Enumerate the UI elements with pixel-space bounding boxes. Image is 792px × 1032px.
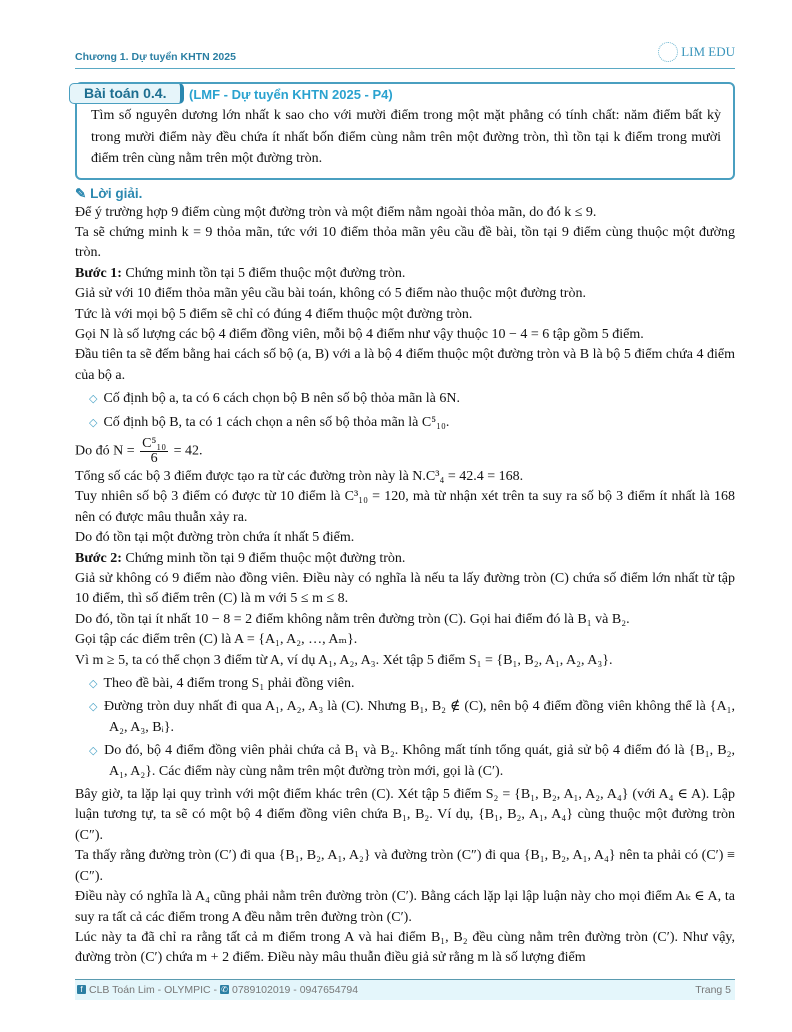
diamond-bullet-icon: ◇ — [89, 393, 98, 406]
denominator: 6 — [150, 450, 158, 466]
paragraph: Ta sẽ chứng minh k = 9 thỏa mãn, tức với 10 điểm thỏa mãn yêu cầu đề bài, tồn tại 9 điểm cùng thuộc một đường tròn. — [75, 224, 735, 261]
bullet-text: Cố định bộ B, ta có 1 cách chọn a nên số bộ thỏa mãn là C⁵₁₀. — [103, 414, 450, 430]
paragraph: Vì m ≥ 5, ta có thể chọn 3 điểm từ A, ví dụ A₁, A₂, A₃. Xét tập 5 điểm S₁ = {B₁, B₂, A₁, A₂, A₃}. — [75, 652, 613, 668]
problem-tag: Bài toán 0.4. — [69, 83, 184, 104]
phone-icon: ✆ — [221, 985, 228, 995]
page-footer — [75, 979, 735, 1000]
lim-edu-logo — [658, 42, 735, 62]
paragraph: Giả sử với 10 điểm thỏa mãn yêu cầu bài toán, không có 5 điểm nào thuộc một đường tròn. — [75, 286, 586, 302]
paragraph: Lúc này ta đã chỉ ra rằng tất cả m điểm trong A và hai điểm B₁, B₂ đều cùng nằm trên đường tròn (C′). Như vậy, đường tròn (C′) chứa m + 2 điểm. Điều này mâu thuẫn điều giả sử rằng m là số lượng điểm — [75, 929, 735, 966]
paragraph: Gọi tập các điểm trên (C) là A = {A₁, A₂, …, Aₘ}. — [75, 632, 358, 648]
edit-icon: ✎ — [75, 185, 91, 201]
bullet-text: Cố định bộ a, ta có 6 cách chọn bộ B nên số bộ thỏa mãn là 6N. — [103, 391, 461, 407]
spacer — [75, 969, 735, 979]
diamond-bullet-icon: ◇ — [89, 416, 98, 429]
fraction — [140, 437, 168, 466]
step-text: Chứng minh tồn tại 5 điểm thuộc một đường tròn. — [125, 265, 406, 281]
logo-emblem-icon — [658, 42, 678, 62]
paragraph — [75, 264, 735, 284]
page-number: Trang 5 — [695, 983, 731, 996]
paragraph: Đầu tiên ta sẽ đếm bằng hai cách số bộ (a, B) với a là bộ 4 điểm thuộc một đường tròn và B là bộ 5 điểm chứa 4 điểm của bộ a. — [75, 347, 735, 383]
paragraph: Giả sử không có 9 điểm nào đồng viên. Điều này có nghĩa là nếu ta lấy đường tròn (C) chứa số điểm lớn nhất từ tập 10 điểm, thì số điểm trên (C) là m với 5 ≤ m ≤ 8. — [75, 571, 735, 607]
paragraph: Tuy nhiên số bộ 3 điểm có được từ 10 điểm là C³₁₀ = 120, mà từ nhận xét trên ta suy ra số bộ 3 điểm ít nhất là 168 nên có được mâu thuẫn xảy ra. — [75, 489, 735, 525]
paragraph: Tức là với mọi bộ 5 điểm sẽ chỉ có đúng 4 điểm thuộc một đường tròn. — [75, 306, 473, 322]
numerator: C⁵₁₀ — [142, 435, 167, 451]
text: = 42. — [173, 443, 203, 459]
paragraph — [75, 436, 735, 467]
step-label: Bước 2: — [75, 550, 122, 566]
bullet-item — [75, 741, 735, 782]
bullet-item — [75, 413, 735, 433]
club-name: CLB Toán Lim - OLYMPIC - — [89, 983, 217, 996]
footer-contact — [77, 984, 358, 996]
paragraph — [75, 549, 735, 569]
diamond-bullet-icon: ◇ — [89, 678, 98, 691]
bullet-item — [75, 674, 735, 694]
logo-text: LIM EDU — [681, 44, 735, 59]
solution-body — [75, 203, 735, 969]
bullet-item — [75, 389, 735, 409]
problem-statement: Tìm số nguyên dương lớn nhất k sao cho với mười điểm trong một mặt phẳng có tính chất: năm điểm bất kỳ trong mười điểm này đều chứa ít nhất bốn điểm cùng nằm trên một đường tròn, thì tồn tại k điểm trong mười điểm trên cùng nằm trên một đường tròn. — [91, 108, 721, 166]
paragraph: Để ý trường hợp 9 điểm cùng một đường tròn và một điểm nằm ngoài thỏa mãn, do đó k ≤ 9. — [75, 204, 597, 220]
bullet-text: Đường tròn duy nhất đi qua A₁, A₂, A₃ là (C). Nhưng B₁, B₂ ∉ (C), nên bộ 4 điểm đồng viên không thể là {A₁, A₂, A₃, Bᵢ}. — [103, 699, 735, 735]
paragraph: Điều này có nghĩa là A₄ cũng phải nằm trên đường tròn (C′). Bằng cách lặp lại lập luận này cho mọi điểm Aₖ ∈ A, ta suy ra tất cả các điểm trong A đều nằm trên đường tròn (C′). — [75, 889, 735, 925]
solution-label: Lời giải. — [90, 185, 143, 201]
paragraph: Gọi N là số lượng các bộ 4 điểm đồng viên, mỗi bộ 4 điểm như vậy thuộc 10 − 4 = 6 tập gồm 5 điểm. — [75, 326, 644, 342]
diamond-bullet-icon: ◇ — [89, 701, 98, 714]
phone-numbers: 0789102019 - 0947654794 — [231, 983, 359, 996]
step-label: Bước 1: — [75, 265, 122, 281]
diamond-bullet-icon: ◇ — [89, 745, 99, 758]
chapter-title: Chương 1. Dự tuyển KHTN 2025 — [75, 51, 236, 63]
bullet-text: Theo đề bài, 4 điểm trong S₁ phải đồng viên. — [103, 676, 355, 692]
problem-box — [75, 82, 735, 180]
problem-source: (LMF - Dự tuyển KHTN 2025 - P4) — [189, 87, 393, 102]
facebook-icon: f — [77, 985, 86, 994]
bullet-item — [75, 697, 735, 738]
step-text: Chứng minh tồn tại 9 điểm thuộc một đường tròn. — [125, 550, 406, 566]
paragraph: Ta thấy rằng đường tròn (C′) đi qua {B₁, B₂, A₁, A₂} và đường tròn (C″) đi qua {B₁, B₂, A₁, A₄} nên ta phải có (C′) ≡ (C″). — [75, 848, 735, 884]
page-header — [75, 44, 735, 69]
paragraph: Tổng số các bộ 3 điểm được tạo ra từ các đường tròn này là N.C³₄ = 42.4 = 168. — [75, 468, 524, 484]
paragraph: Bây giờ, ta lặp lại quy trình với một điểm khác trên (C). Xét tập 5 điểm S₂ = {B₁, B₂, A₁, A₂, A₄} (với A₄ ∈ A). Lập luận tương tự, ta sẽ có một bộ 4 điểm đồng viên chứa B₁, B₂. Ví dụ, {B₁, B₂, A₁, A₄} cùng thuộc một đường tròn (C″). — [75, 787, 735, 843]
paragraph: Do đó, tồn tại ít nhất 10 − 8 = 2 điểm không nằm trên đường tròn (C). Gọi hai điểm đó là B₁ và B₂. — [75, 611, 630, 627]
solution-heading — [75, 185, 735, 203]
paragraph: Do đó tồn tại một đường tròn chứa ít nhất 5 điểm. — [75, 530, 355, 546]
text: Do đó N = — [75, 443, 135, 459]
bullet-text: Do đó, bộ 4 điểm đồng viên phải chứa cả B₁ và B₂. Không mất tính tổng quát, giả sử bộ 4 điểm đó là {B₁, B₂, A₁, A₂}. Các điểm này cùng nằm trên một đường tròn mới, gọi là (C′). — [104, 743, 735, 779]
